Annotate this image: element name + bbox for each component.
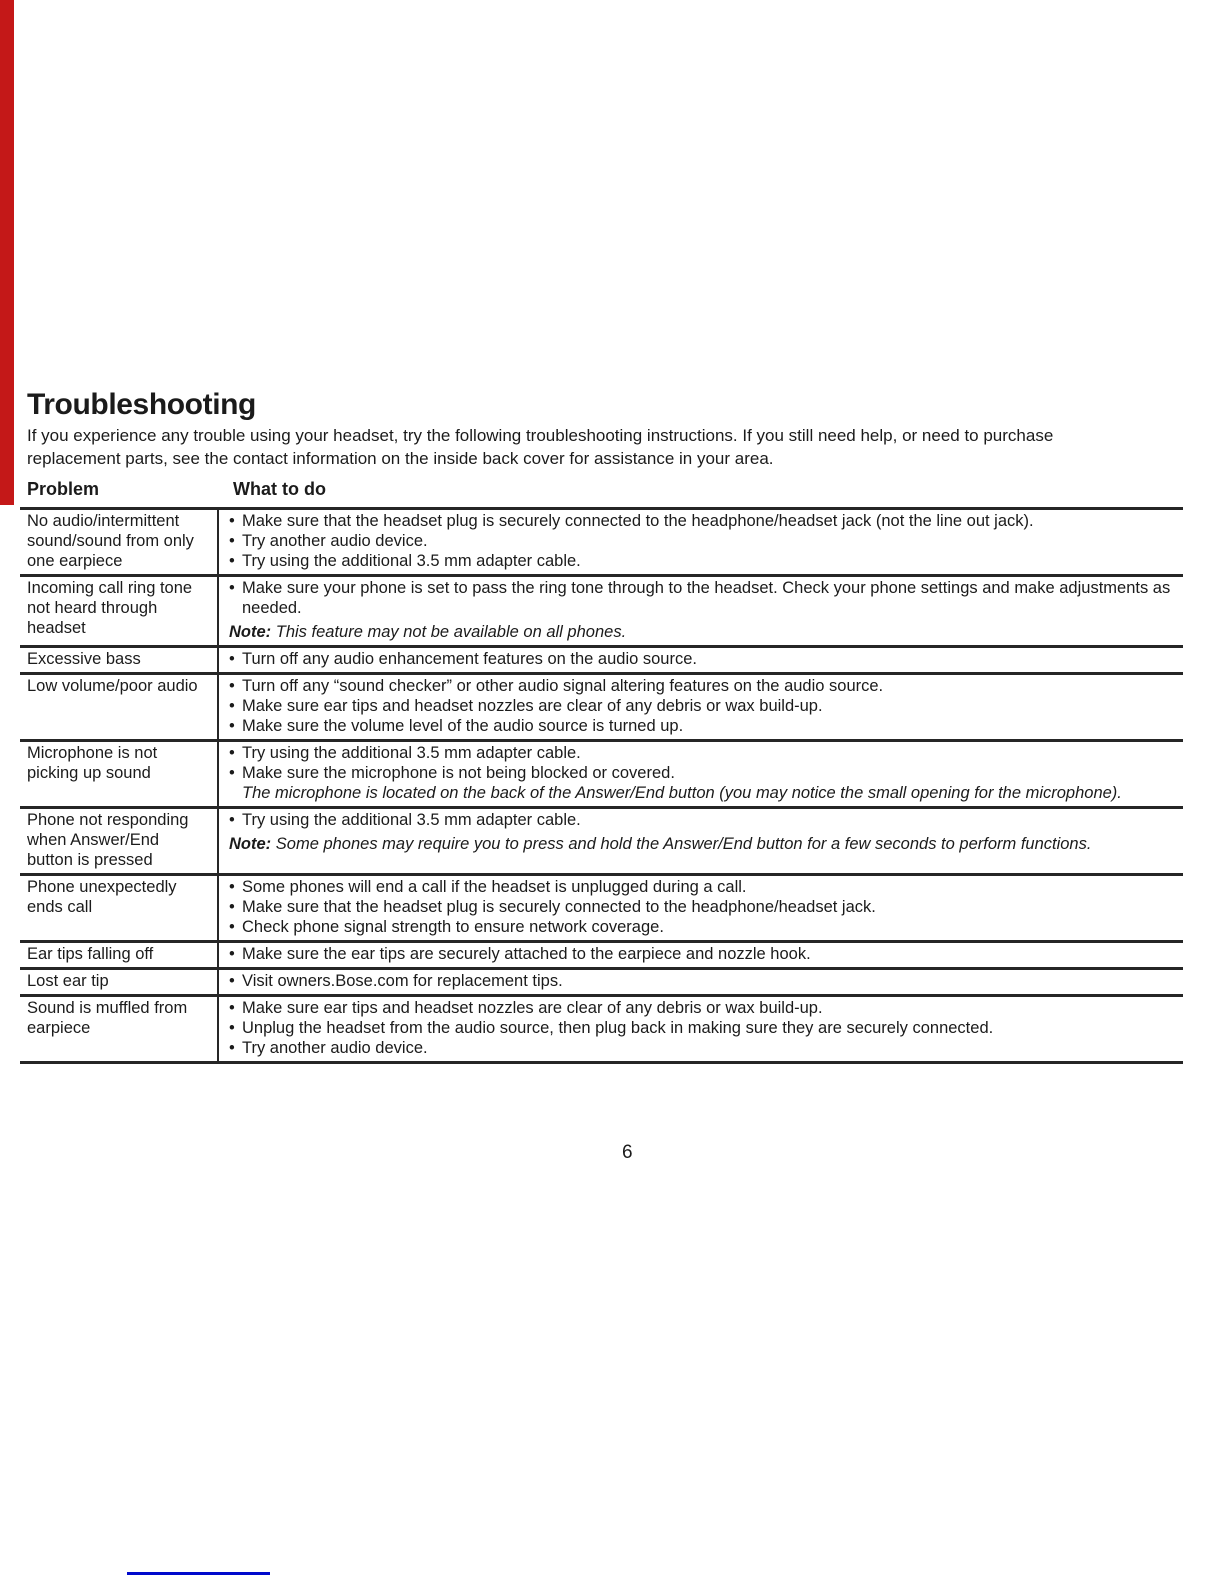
table-row (20, 970, 1183, 997)
solution-cell (217, 577, 1183, 645)
note-item: Note: Some phones may require you to press and hold the Answer/End button for a few seconds to perform functions. (229, 835, 1092, 853)
solution-item: • Try using the additional 3.5 mm adapter cable. (229, 811, 581, 829)
solution-cell (217, 943, 1183, 967)
solution-item: • Make sure the ear tips are securely attached to the earpiece and nozzle hook. (229, 945, 811, 963)
bullet-icon: • (229, 999, 235, 1017)
table-row (20, 648, 1183, 675)
column-header-problem: Problem (27, 479, 100, 499)
solution-item: • Make sure that the headset plug is securely connected to the headphone/headset jack. (229, 898, 876, 916)
solution-item: • Make sure that the headset plug is securely connected to the headphone/headset jack (not the line out jack). (229, 512, 1034, 530)
solution-cell (217, 970, 1183, 994)
problem-cell: Microphone is not picking up sound (27, 744, 158, 782)
solution-item: • Unplug the headset from the audio source, then plug back in making sure they are securely connected. (229, 1019, 994, 1037)
solution-item: • Visit owners.Bose.com for replacement tips. (229, 972, 563, 990)
scan-artifact-red-bar (0, 0, 14, 505)
bullet-icon: • (229, 945, 235, 963)
solution-cell (217, 648, 1183, 672)
problem-cell: Excessive bass (27, 650, 141, 668)
table-row (20, 876, 1183, 943)
solution-cell (217, 876, 1183, 940)
problem-cell: Sound is muffled from earpiece (27, 999, 188, 1037)
bullet-icon: • (229, 677, 235, 695)
table-row (20, 809, 1183, 876)
bullet-icon: • (229, 717, 235, 735)
bullet-icon: • (229, 972, 235, 990)
bullet-icon: • (229, 764, 235, 782)
solution-item: • Make sure the microphone is not being blocked or covered. (229, 764, 675, 782)
table-row (20, 577, 1183, 648)
table-row (20, 742, 1183, 809)
bullet-icon: • (229, 1039, 235, 1057)
solution-cell (217, 809, 1183, 873)
bullet-icon: • (229, 512, 235, 530)
table-row (20, 943, 1183, 970)
solution-item: • Check phone signal strength to ensure network coverage. (229, 918, 664, 936)
column-header-what-to-do: What to do (233, 479, 326, 499)
table-row (20, 510, 1183, 577)
solution-item: • Make sure ear tips and headset nozzles are clear of any debris or wax build-up. (229, 697, 823, 715)
solution-item: • Try another audio device. (229, 1039, 428, 1057)
solution-item: • Turn off any audio enhancement features on the audio source. (229, 650, 697, 668)
troubleshooting-table (20, 507, 1183, 1064)
bullet-icon: • (229, 878, 235, 896)
note-item: Note: This feature may not be available on all phones. (229, 623, 627, 641)
page-title: Troubleshooting (27, 388, 256, 421)
solution-item: • Make sure the volume level of the audio source is turned up. (229, 717, 684, 735)
problem-cell: Lost ear tip (27, 972, 109, 990)
note-label: Note: (229, 623, 272, 641)
bullet-icon: • (229, 697, 235, 715)
table-row (20, 675, 1183, 742)
bullet-icon: • (229, 1019, 235, 1037)
problem-cell: No audio/intermittent sound/sound from only one earpiece (27, 512, 194, 570)
troubleshooting-section (20, 388, 1183, 1064)
bullet-icon: • (229, 650, 235, 668)
problem-cell: Phone not responding when Answer/End button is pressed (27, 811, 189, 869)
bullet-icon: • (229, 811, 235, 829)
bullet-icon: • (229, 532, 235, 550)
problem-cell: Low volume/poor audio (27, 677, 198, 695)
solution-cell (217, 510, 1183, 574)
solution-item: • Make sure your phone is set to pass the ring tone through to the headset. Check your phone settings and make adjustments as needed. (229, 579, 1171, 617)
solution-item: • Turn off any “sound checker” or other audio signal altering features on the audio source. (229, 677, 884, 695)
table-row (20, 997, 1183, 1064)
bullet-icon: • (229, 579, 235, 597)
solution-cell (217, 742, 1183, 806)
solution-item: • Some phones will end a call if the headset is unplugged during a call. (229, 878, 747, 896)
problem-cell: Phone unexpectedly ends call (27, 878, 177, 916)
solution-item: • Make sure ear tips and headset nozzles are clear of any debris or wax build-up. (229, 999, 823, 1017)
page-number: 6 (622, 1142, 633, 1163)
bullet-icon: • (229, 898, 235, 916)
solution-cell (217, 675, 1183, 739)
bullet-icon: • (229, 918, 235, 936)
solution-item-note: The microphone is located on the back of the Answer/End button (you may notice the small opening for the microphone). (242, 784, 1122, 802)
solution-item: • Try using the additional 3.5 mm adapter cable. (229, 744, 581, 762)
note-label: Note: (229, 835, 272, 853)
solution-item: • Try another audio device. (229, 532, 428, 550)
scan-artifact-blue-line (127, 1572, 270, 1575)
bullet-icon: • (229, 552, 235, 570)
problem-cell: Incoming call ring tone not heard through headset (27, 579, 193, 637)
solution-cell (217, 997, 1183, 1061)
problem-cell: Ear tips falling off (27, 945, 154, 963)
solution-item: • Try using the additional 3.5 mm adapter cable. (229, 552, 581, 570)
intro-paragraph: If you experience any trouble using your headset, try the following troubleshooting instructions. If you still need help, or need to purchase replacement parts, see the contact information on the inside back cover for assistance in your area. (27, 426, 1054, 468)
table-header (20, 479, 1183, 507)
bullet-icon: • (229, 744, 235, 762)
